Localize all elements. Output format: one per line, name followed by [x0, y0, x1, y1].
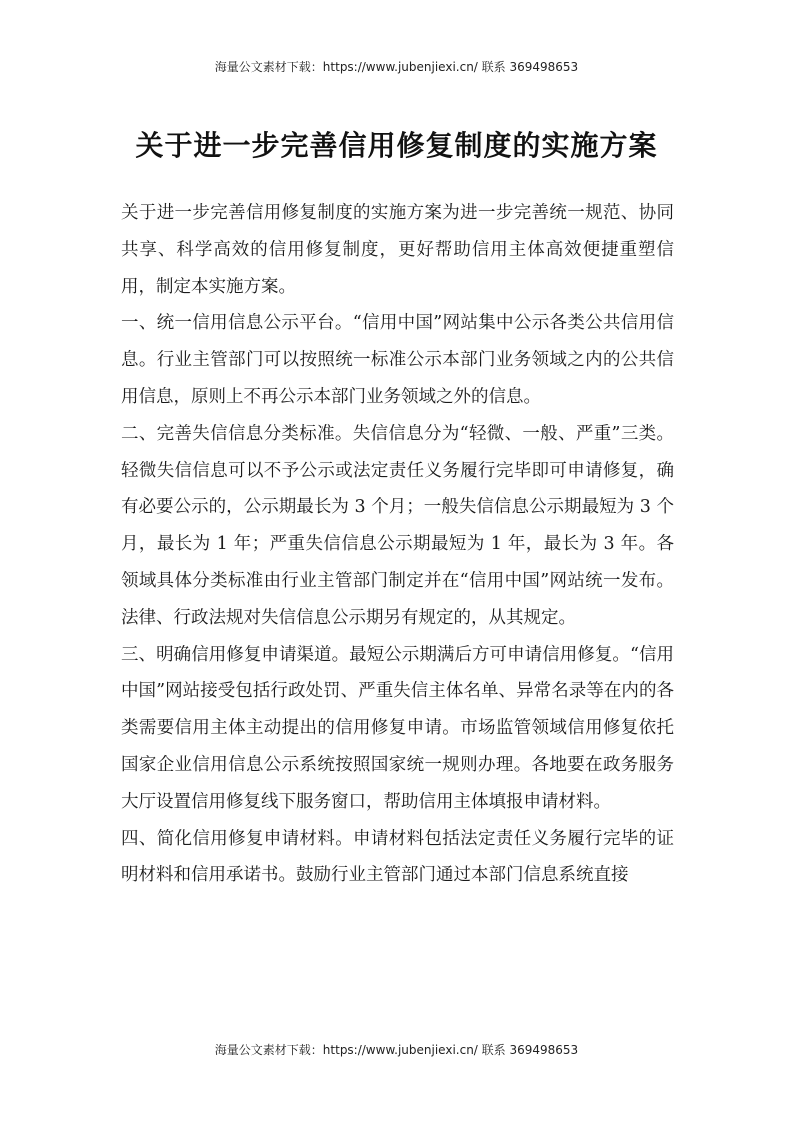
document-body	[121, 195, 674, 894]
paragraph-section-3: 三、明确信用修复申请渠道。最短公示期满后方可申请信用修复。“信用中国”网站接受包括行政处罚、严重失信主体名单、异常名录等在内的各类需要信用主体主动提出的信用修复申请。市场监管领域信用修复依托国家企业信用信息公示系统按照国家统一规则办理。各地要在政务服务大厅设置信用修复线下服务窗口，帮助信用主体填报申请材料。	[121, 644, 674, 812]
paragraph-section-4: 四、简化信用修复申请材料。申请材料包括法定责任义务履行完毕的证明材料和信用承诺书。鼓励行业主管部门通过本部门信息系统直接	[121, 828, 674, 886]
page-footer: 海量公文素材下载：https://www.jubenjiexi.cn/ 联系 369498653	[214, 1043, 579, 1057]
paragraph-section-2: 二、完善失信信息分类标准。失信信息分为“轻微、一般、严重”三类。轻微失信信息可以不予公示或法定责任义务履行完毕即可申请修复，确有必要公示的，公示期最长为 3 个月；一般失信信息公示期最短为 3 个月，最长为 1 年；严重失信信息公示期最短为 1 年，最长为 3 年。各领域具体分类标准由行业主管部门制定并在“信用中国”网站统一发布。法律、行政法规对失信信息公示期另有规定的，从其规定。	[121, 423, 674, 628]
paragraph-intro: 关于进一步完善信用修复制度的实施方案为进一步完善统一规范、协同共享、科学高效的信用修复制度，更好帮助信用主体高效便捷重塑信用，制定本实施方案。	[121, 203, 674, 297]
paragraph-section-1: 一、统一信用信息公示平台。“信用中国”网站集中公示各类公共信用信息。行业主管部门可以按照统一标准公示本部门业务领域之内的公共信用信息，原则上不再公示本部门业务领域之外的信息。	[121, 313, 674, 407]
page-title: 关于进一步完善信用修复制度的实施方案	[135, 129, 658, 162]
page-header: 海量公文素材下载：https://www.jubenjiexi.cn/ 联系 369498653	[214, 60, 579, 74]
